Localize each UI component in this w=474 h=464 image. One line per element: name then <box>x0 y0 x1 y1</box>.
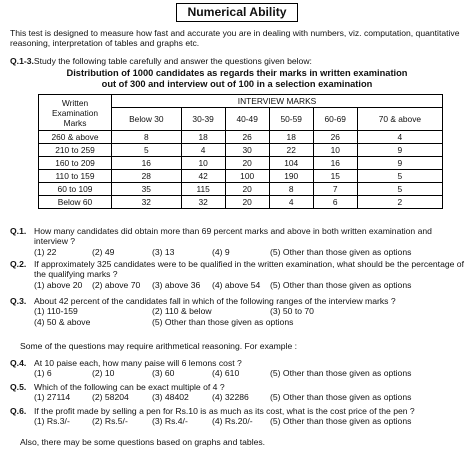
table-row <box>39 170 443 183</box>
table-cell: 100 <box>225 170 269 183</box>
question-text: About 42 percent of the candidates fall in which of the following ranges of the interview marks ? <box>34 296 396 306</box>
option-2: (2) 110 & below <box>152 306 212 317</box>
graphs-note: Also, there may be some questions based on graphs and tables. <box>20 437 266 447</box>
question-options <box>34 416 468 426</box>
table-caption-line-2: out of 300 and interview out of 100 in a selection examination <box>101 79 373 89</box>
option-1: (1) 110-159 <box>34 306 78 317</box>
question-text: If approximately 325 candidates were to be qualified in the written examination, what should be the percentage of the qualifying marks ? <box>34 259 464 280</box>
table-cell: 9 <box>357 144 442 157</box>
table-cell: 20 <box>225 183 269 196</box>
row-label: Below 60 <box>39 196 112 209</box>
option-2: (2) Rs.5/- <box>92 416 128 427</box>
table-cell: 42 <box>181 170 225 183</box>
table-cell: 30 <box>225 144 269 157</box>
table-cell: 2 <box>357 196 442 209</box>
table-cell: 5 <box>357 183 442 196</box>
table-cell: 20 <box>225 157 269 170</box>
table-cell: 10 <box>313 144 357 157</box>
row-label: 210 to 259 <box>39 144 112 157</box>
question-number: Q.6. <box>10 406 27 416</box>
table-cell: 26 <box>313 131 357 144</box>
question-number: Q.5. <box>10 382 27 392</box>
table-cell: 7 <box>313 183 357 196</box>
table-cell: 9 <box>357 157 442 170</box>
table-cell: 115 <box>181 183 225 196</box>
table-cell: 32 <box>112 196 182 209</box>
table-instruction-label: Q.1-3. <box>10 56 34 66</box>
column-header: 50-59 <box>269 108 313 131</box>
option-2: (2) 49 <box>92 246 115 257</box>
column-header: 30-39 <box>181 108 225 131</box>
question-text: At 10 paise each, how many paise will 6 lemons cost ? <box>34 358 242 368</box>
interview-marks-header: INTERVIEW MARKS <box>112 95 443 108</box>
table-cell: 16 <box>313 157 357 170</box>
option-3: (3) 60 <box>152 368 175 379</box>
table-cell: 8 <box>269 183 313 196</box>
table-row <box>39 157 443 170</box>
question-number: Q.2. <box>10 259 27 269</box>
question-5 <box>10 382 468 403</box>
table-row <box>39 144 443 157</box>
option-4: (4) above 54 <box>212 279 261 290</box>
table-caption <box>0 68 474 90</box>
question-options <box>34 392 468 402</box>
table-cell: 26 <box>225 131 269 144</box>
table-instruction <box>10 56 468 66</box>
option-3: (3) Rs.4/- <box>152 416 188 427</box>
option-3: (3) above 36 <box>152 279 201 290</box>
option-1: (1) Rs.3/- <box>34 416 70 427</box>
question-text: How many candidates did obtain more than 69 percent marks and above in both written examination and interview ? <box>34 226 432 247</box>
question-number: Q.4. <box>10 358 27 368</box>
column-header: 60-69 <box>313 108 357 131</box>
option-5: (5) Other than those given as options <box>270 368 412 379</box>
table-cell: 4 <box>181 144 225 157</box>
marks-distribution-table <box>38 94 443 209</box>
option-4: (4) 610 <box>212 368 240 379</box>
option-4: (4) 50 & above <box>34 316 91 327</box>
table-row <box>39 183 443 196</box>
table-cell: 190 <box>269 170 313 183</box>
question-options <box>34 306 468 316</box>
question-text: If the profit made by selling a pen for Rs.10 is as much as its cost, what is the cost price of the pen ? <box>34 406 415 416</box>
option-1: (1) above 20 <box>34 279 83 290</box>
option-5: (5) Other than those given as options <box>270 392 412 403</box>
written-marks-header-line-1: Written <box>61 97 89 108</box>
table-cell: 4 <box>269 196 313 209</box>
table-caption-line-1: Distribution of 1000 candidates as regards their marks in written examination <box>66 68 408 78</box>
written-marks-header-line-2: Examination <box>51 107 99 118</box>
written-marks-header <box>39 95 112 131</box>
table-header-row <box>39 95 443 108</box>
option-4: (4) Rs.20/- <box>212 416 253 427</box>
table-cell: 35 <box>112 183 182 196</box>
question-3 <box>10 296 468 327</box>
intro-paragraph: This test is designed to measure how fast and accurate you are in dealing with numbers, viz. computation, quantitative reasoning, interpretation of tables and graphs etc. <box>10 28 460 49</box>
table-cell: 20 <box>225 196 269 209</box>
table-cell: 28 <box>112 170 182 183</box>
table-cell: 18 <box>269 131 313 144</box>
column-header: Below 30 <box>112 108 182 131</box>
arithmetic-note: Some of the questions may require arithmetical reasoning. For example : <box>20 341 298 351</box>
option-5: (5) Other than those given as options <box>270 246 412 257</box>
question-number: Q.3. <box>10 296 27 306</box>
question-options-row-2 <box>34 317 468 327</box>
option-1: (1) 22 <box>34 246 57 257</box>
row-label: 60 to 109 <box>39 183 112 196</box>
column-header: 70 & above <box>357 108 442 131</box>
row-label: 260 & above <box>39 131 112 144</box>
table-cell: 104 <box>269 157 313 170</box>
option-2: (2) 10 <box>92 368 115 379</box>
option-3: (3) 13 <box>152 246 175 257</box>
question-options <box>34 368 468 378</box>
table-cell: 22 <box>269 144 313 157</box>
table-cell: 5 <box>112 144 182 157</box>
table-cell: 10 <box>181 157 225 170</box>
page-title: Numerical Ability <box>176 3 297 22</box>
option-1: (1) 6 <box>34 368 52 379</box>
table-cell: 32 <box>181 196 225 209</box>
option-2: (2) above 70 <box>92 279 141 290</box>
option-5: (5) Other than those given as options <box>152 316 294 327</box>
option-3: (3) 50 to 70 <box>270 306 314 317</box>
question-2 <box>10 259 468 290</box>
option-5: (5) Other than those given as options <box>270 416 412 427</box>
option-4: (4) 32286 <box>212 392 249 403</box>
table-cell: 15 <box>313 170 357 183</box>
row-label: 160 to 209 <box>39 157 112 170</box>
question-options <box>34 247 468 257</box>
question-number: Q.1. <box>10 226 27 236</box>
table-cell: 5 <box>357 170 442 183</box>
option-3: (3) 48402 <box>152 392 189 403</box>
option-5: (5) Other than those given as options <box>270 279 412 290</box>
question-4 <box>10 358 468 379</box>
question-1 <box>10 226 468 257</box>
table-cell: 6 <box>313 196 357 209</box>
title-container <box>0 3 474 22</box>
option-2: (2) 58204 <box>92 392 129 403</box>
option-4: (4) 9 <box>212 246 230 257</box>
row-label: 110 to 159 <box>39 170 112 183</box>
column-header: 40-49 <box>225 108 269 131</box>
question-options <box>34 280 468 290</box>
question-text: Which of the following can be exact multiple of 4 ? <box>34 382 225 392</box>
table-cell: 16 <box>112 157 182 170</box>
table-instruction-text: Study the following table carefully and answer the questions given below: <box>33 56 312 66</box>
table-row <box>39 131 443 144</box>
table-cell: 8 <box>112 131 182 144</box>
option-1: (1) 27114 <box>34 392 71 403</box>
question-6 <box>10 406 468 427</box>
written-marks-header-line-3: Marks <box>63 117 87 128</box>
table-row <box>39 196 443 209</box>
table-cell: 4 <box>357 131 442 144</box>
table-cell: 18 <box>181 131 225 144</box>
